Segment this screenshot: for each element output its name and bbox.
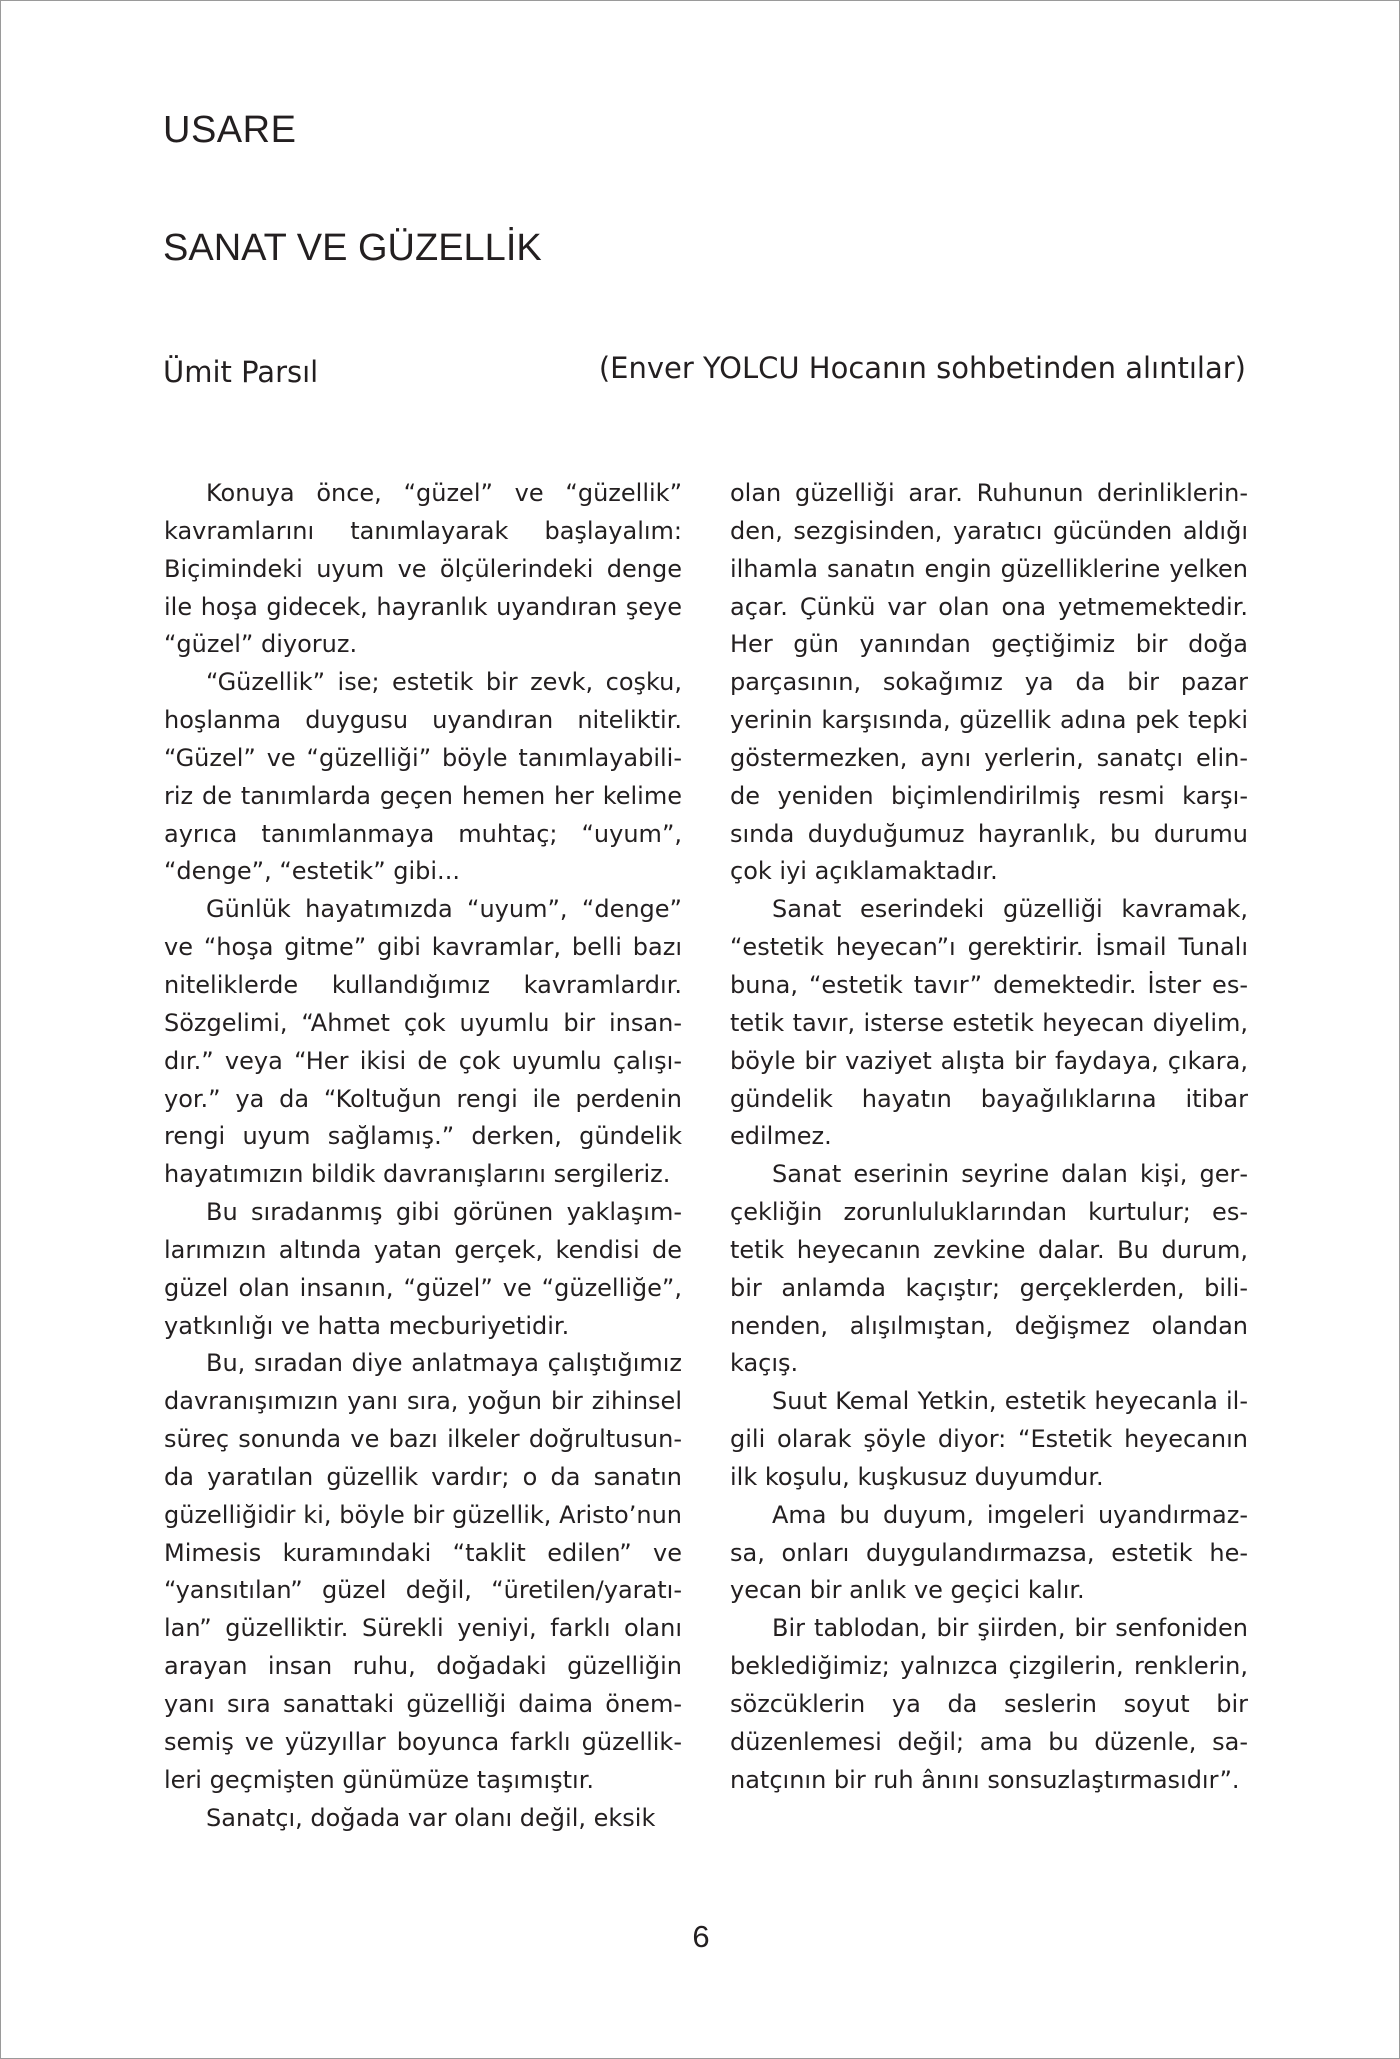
article-author: Ümit Parsıl xyxy=(163,355,319,389)
paragraph: Bir tablodan, bir şiirden, bir senfoniden beklediğimiz; yalnızca çizgilerin, renklerin, sözcüklerin ya da seslerin soyut bir düzenlemesi değil; ama bu düzenle, sanatçının bir ruh ânını sonsuzlaştırmasıdır”. xyxy=(730,1614,1248,1794)
paragraph: Günlük hayatımızda “uyum”, “denge” ve “hoşa gitme” gibi kavramlar, belli bazı niteliklerde kullandığımız kavramlardır. Sözgelimi, “Ahmet çok uyumlu bir insandır.” veya “Her ikisi de çok uyumlu çalışıyor.” ya da “Koltuğun rengi ile perdenin rengi uyum sağlamış.” derken, gündelik hayatımızın bildik davranışlarını sergileriz. xyxy=(164,895,682,1189)
page-number: 6 xyxy=(692,1919,710,1954)
paragraph: “Güzellik” ise; estetik bir zevk, coşku, hoşlanma duygusu uyandıran niteliktir. “Güzel” ve “güzelliği” böyle tanımlayabiliriz de tanımlarda geçen hemen her kelime ayrıca tanımlanmaya muhtaç; “uyum”, “denge”, “estetik” gibi... xyxy=(164,668,682,886)
paragraph: Konuya önce, “güzel” ve “güzellik” kavramlarını tanımlayarak başlayalım: Biçimindeki uyum ve ölçülerindeki denge ile hoşa gidecek, hayranlık uyandıran şeye “güzel” diyoruz. xyxy=(164,479,682,659)
paragraph: Ama bu duyum, imgeleri uyandırmazsa, onları duygulandırmazsa, estetik heyecan bir anlık ve geçici kalır. xyxy=(730,1500,1248,1605)
paragraph: Bu, sıradan diye anlatmaya çalıştığımız davranışımızın yanı sıra, yoğun bir zihinsel süreç sonunda ve bazı ilkeler doğrultusunda yaratılan güzellik vardır; o da sanatın güzelliğidir ki, böyle bir güzellik, Aristo’nun Mimesis kuramındaki “taklit edilen” ve “yansıtılan” güzel değil, “üretilen/yaratılan” güzelliktir. Sürekli yeniyi, farklı olanı arayan insan ruhu, doğadaki güzelliğin yanı sıra sanattaki güzelliği daima önemsemiş ve yüzyıllar boyunca farklı güzellikleri geçmişten günümüze taşımıştır. xyxy=(164,1349,682,1794)
article-source-note: (Enver YOLCU Hocanın sohbetinden alıntılar) xyxy=(598,351,1246,385)
article-title: SANAT VE GÜZELLİK xyxy=(163,227,542,269)
paragraph-continuation: olan güzelliği arar. Ruhunun derinliklerinden, sezgisinden, yaratıcı gücünden aldığı ilhamla sanatın engin güzelliklerine yelken açar. Çünkü var olan ona yetmemektedir. Her gün yanından geçtiğimiz bir doğa parçasının, sokağımız ya da bir pazar yerinin karşısında, güzellik adına pek tepki göstermezken, aynı yerlerin, sanatçı elinde yeniden biçimlendirilmiş resmi karşısında duyduğumuz hayranlık, bu durumu çok iyi açıklamaktadır. xyxy=(730,479,1248,886)
text-column-left xyxy=(164,475,682,1837)
paragraph: Sanat eserinin seyrine dalan kişi, gerçekliğin zorunluluklarından kurtulur; estetik heyecanın zevkine dalar. Bu durum, bir anlamda kaçıştır; gerçeklerden, bilinenden, alışılmıştan, değişmez olandan kaçış. xyxy=(730,1160,1248,1378)
paragraph: Sanatçı, doğada var olanı değil, eksik xyxy=(206,1803,656,1832)
paragraph: Bu sıradanmış gibi görünen yaklaşımlarımızın altında yatan gerçek, kendisi de güzel olan insanın, “güzel” ve “güzelliğe”, yatkınlığı ve hatta mecburiyetidir. xyxy=(164,1198,682,1340)
paragraph: Sanat eserindeki güzelliği kavramak, “estetik heyecan”ı gerektirir. İsmail Tunalı buna, “estetik tavır” demektedir. İster estetik tavır, isterse estetik heyecan diyelim, böyle bir vaziyet alışta bir faydaya, çıkara, gündelik hayatın bayağılıklarına itibar edilmez. xyxy=(730,895,1248,1151)
text-column-right xyxy=(730,475,1248,1800)
journal-name: USARE xyxy=(163,109,297,151)
paragraph: Suut Kemal Yetkin, estetik heyecanla ilgili olarak şöyle diyor: “Estetik heyecanın ilk koşulu, kuşkusuz duyumdur. xyxy=(730,1387,1248,1491)
